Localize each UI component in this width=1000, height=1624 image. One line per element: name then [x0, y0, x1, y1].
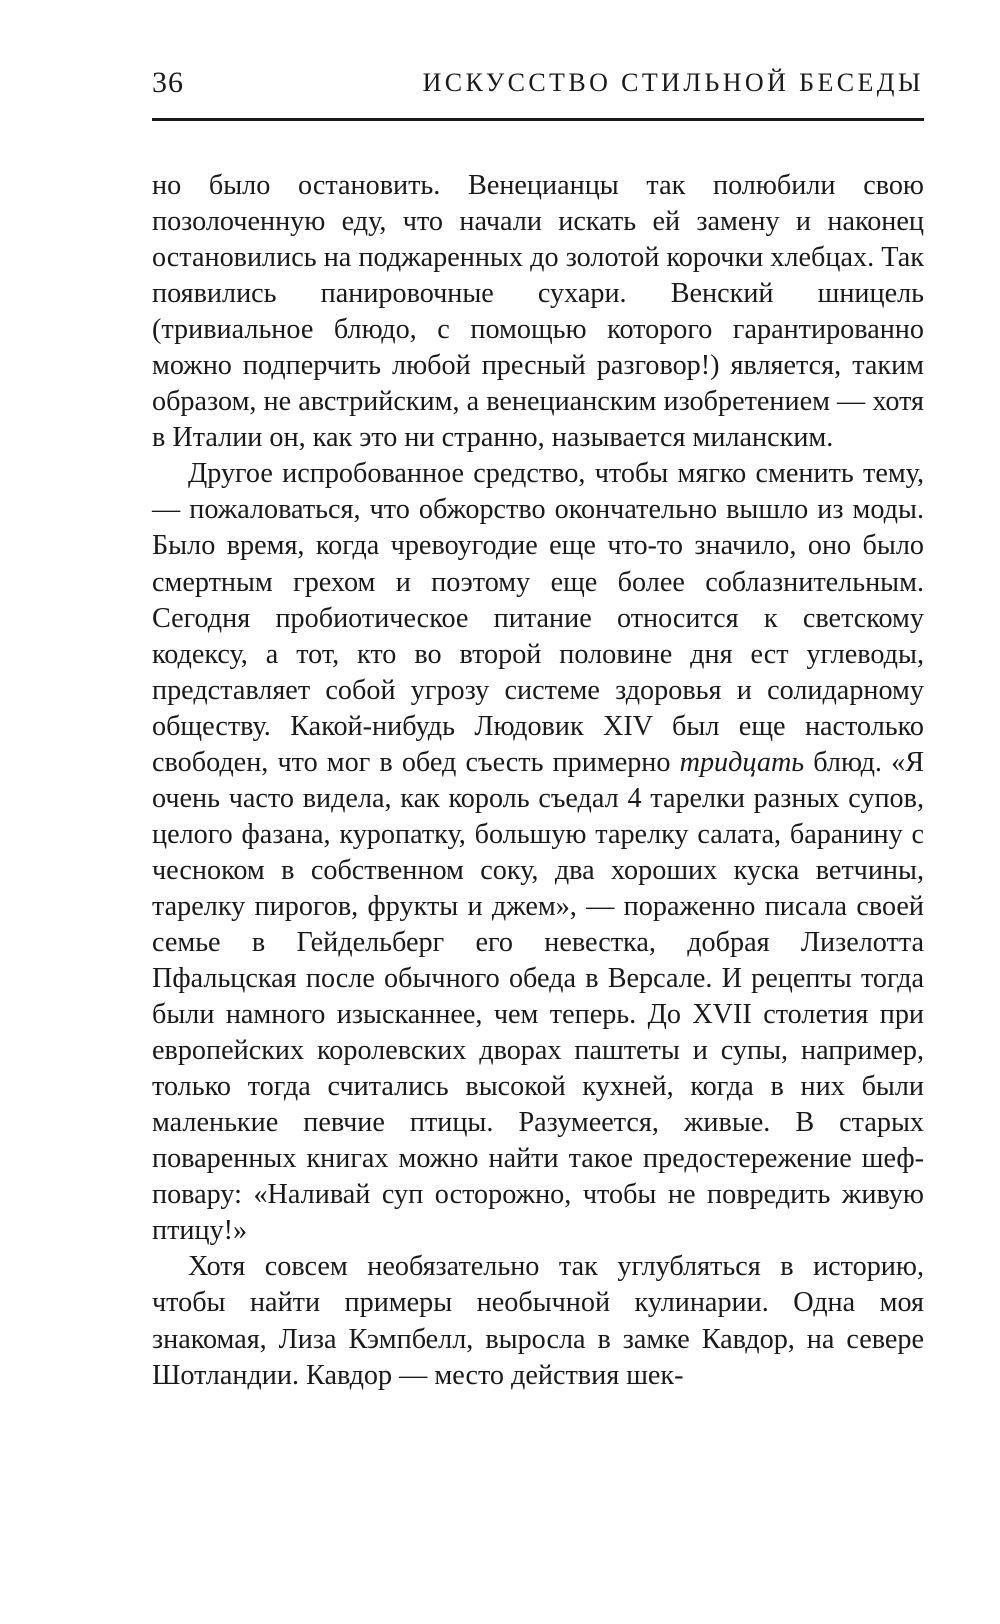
- running-head: [152, 66, 924, 110]
- book-title: ИСКУССТВО СТИЛЬНОЙ БЕСЕДЫ: [422, 68, 924, 97]
- paragraph-3: Хотя совсем необязательно так углубляться в историю, чтобы найти примеры необычной кулинарии. Одна моя знакомая, Лиза Кэмпбелл, выросла в замке Кавдор, на севере Шотландии. Кавдор — место действия шек-: [152, 1251, 924, 1391]
- paragraph-2-italic: тридцать: [679, 746, 805, 778]
- paragraph-2-part-2: блюд. «Я очень часто видела, как король съедал 4 тарелки разных супов, целого фазана, куропатку, большую тарелку салата, баранину с чесноком в собственном соку, два хороших куска ветчины, тарелку пирогов, фрукты и джем», — пораженно писала своей семье в Гейдельберг его невестка, добрая Лизелотта Пфальцская после обычного обеда в Версале. И рецепты тогда были намного изысканнее, чем теперь. До XVII столетия при европейских королевских дворах паштеты и супы, например, только тогда считались высокой кухней, когда в них были маленькие певчие птицы. Разумеется, живые. В старых поваренных книгах можно найти такое предостережение шеф-повару: «Наливай суп осторожно, чтобы не повредить живую птицу!»: [152, 746, 924, 1247]
- paragraph-1: но было остановить. Венецианцы так полюбили свою позолоченную еду, что начали искать ей замену и наконец остановились на поджаренных до золотой корочки хлебцах. Так появились панировочные сухари. Венский шницель (тривиальное блюдо, с помощью которого гарантированно можно подперчить любой пресный разговор!) является, таким образом, не австрийским, а венецианским изобретением — хотя в Италии он, как это ни странно, называется миланским.: [152, 170, 924, 454]
- header-rule: [152, 118, 924, 121]
- page-number: 36: [152, 66, 184, 99]
- paragraph-2: [152, 456, 924, 1249]
- body-text: [152, 168, 924, 1394]
- paragraph-2-part-1: Другое испробованное средство, чтобы мягко сменить тему, — пожаловаться, что обжорство окончательно вышло из моды. Было время, когда чревоугодие еще что-то значило, оно было смертным грехом и поэтому еще более соблазнительным. Сегодня пробиотическое питание относится к светскому кодексу, а тот, кто во второй половине дня ест углеводы, представляет собой угрозу системе здоровья и солидарному обществу. Какой-нибудь Людовик XIV был еще настолько свободен, что мог в обед съесть примерно: [152, 458, 924, 778]
